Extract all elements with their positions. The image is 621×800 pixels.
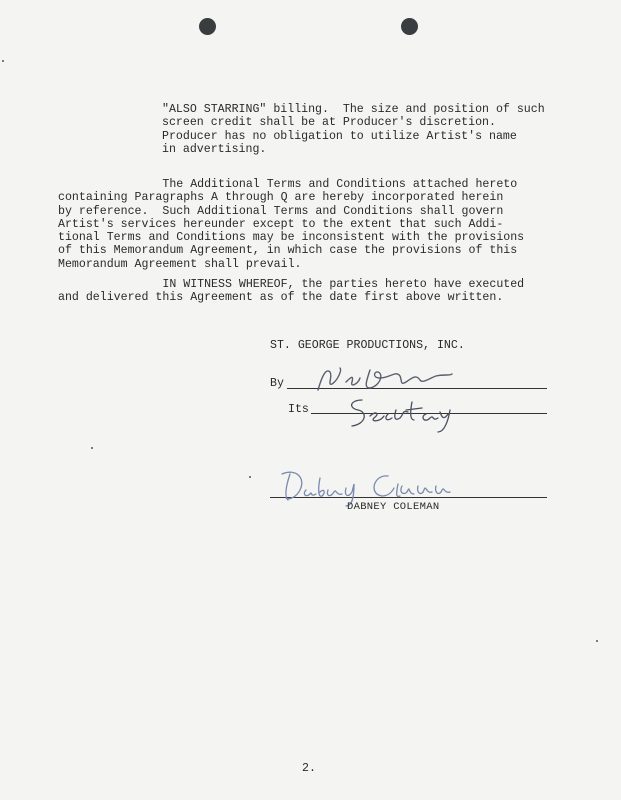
page-number: 2. [302, 762, 316, 775]
speck [91, 447, 93, 449]
speck [596, 640, 598, 642]
paragraph-billing: "ALSO STARRING" billing. The size and position of such screen credit shall be at Producer's discretion. Producer has no obligation to utilize Artist's name in advertising. [162, 103, 545, 156]
its-label: Its [288, 403, 309, 416]
speck [2, 60, 4, 62]
punch-hole-right [401, 18, 418, 35]
by-label: By [270, 377, 284, 390]
speck [249, 476, 251, 478]
artist-name: DABNEY COLEMAN [347, 501, 440, 513]
company-name: ST. GEORGE PRODUCTIONS, INC. [270, 339, 465, 352]
paragraph-witness: IN WITNESS WHEREOF, the parties hereto have executed and delivered this Agreement as of the date first above written. [58, 278, 525, 305]
punch-hole-left [199, 18, 216, 35]
paragraph-additional-terms: The Additional Terms and Conditions attached hereto containing Paragraphs A through Q are hereby incorporated herein by reference. Such Additional Terms and Conditions shall govern Artist's services hereunder except to the extent that such Addi- tional Terms and Conditions may be inconsistent with the provisions of this Memorandum Agreement, in which case the provisions of this Memorandum Agreement shall prevail. [58, 178, 525, 271]
by-signature [300, 362, 460, 394]
title-signature [340, 392, 470, 434]
